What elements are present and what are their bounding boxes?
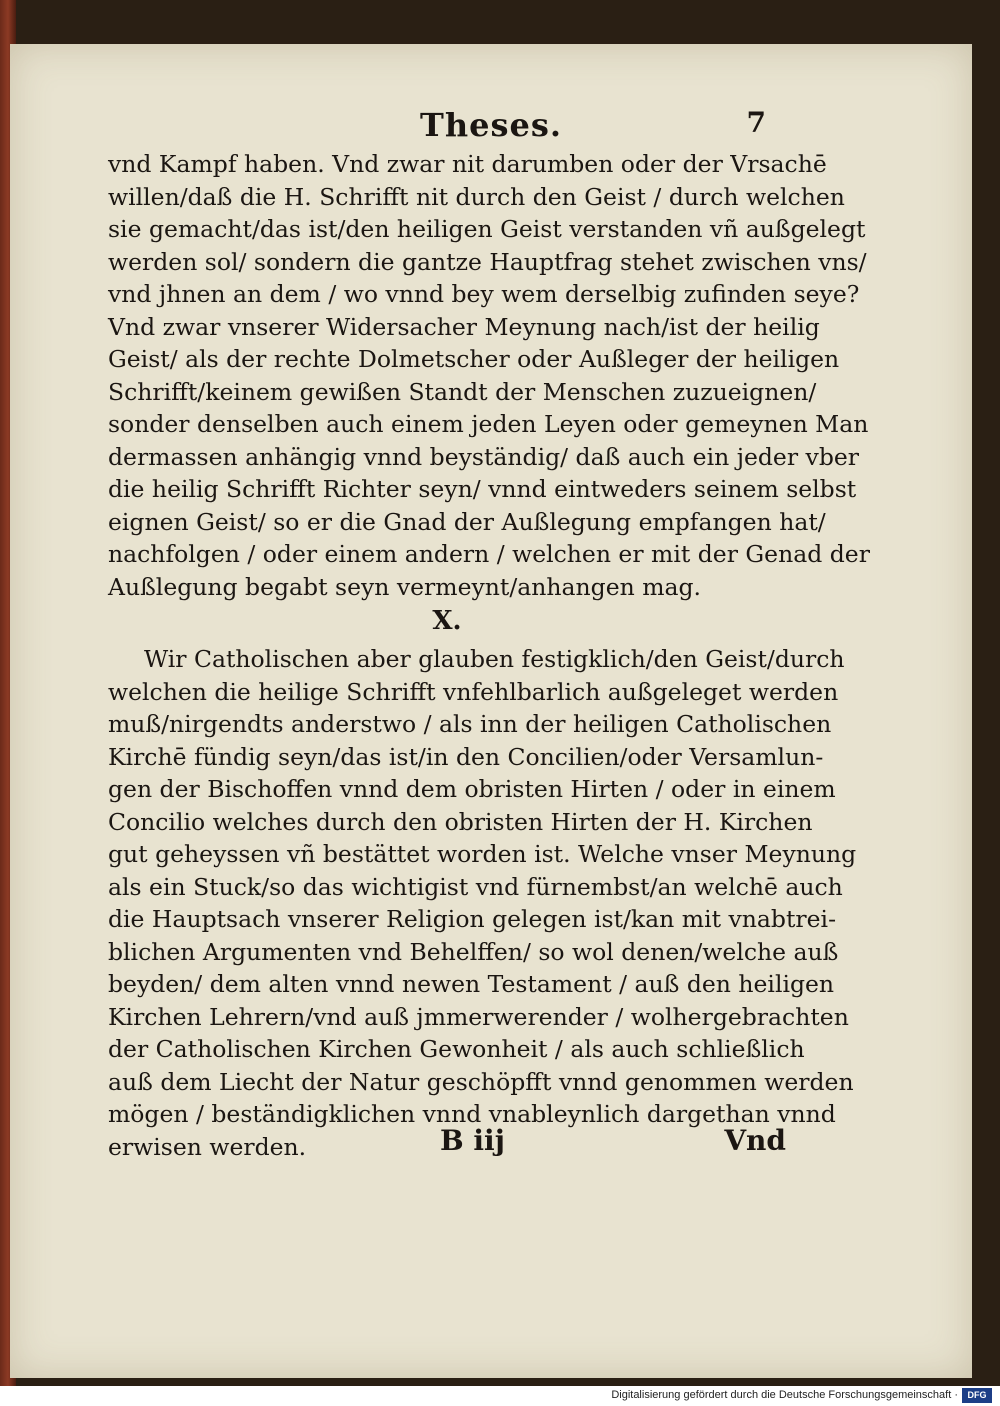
text-line: Wir Catholischen aber glauben festigklich/den Geist/durch bbox=[144, 645, 845, 673]
text-line: als ein Stuck/so das wichtigist vnd fürnembst/an welchē auch bbox=[108, 872, 843, 901]
dfg-logo: DFG bbox=[962, 1388, 992, 1403]
text-line: werden sol/ sondern die gantze Hauptfrag stehet zwischen vns/ bbox=[108, 247, 867, 276]
text-line: der Catholischen Kirchen Gewonheit / als auch schließlich bbox=[108, 1035, 805, 1063]
text-line: Kirchen Lehrern/vnd auß jmmerwerender / wolhergebrachten bbox=[108, 1002, 849, 1031]
page-number: 7 bbox=[746, 106, 766, 139]
digitization-footer bbox=[0, 1386, 1000, 1406]
text-line: sonder denselben auch einem jeden Leyen oder gemeynen Man bbox=[108, 410, 869, 438]
text-line: Kirchē fündig seyn/das ist/in den Concilien/oder Versamlun- bbox=[108, 742, 824, 771]
text-line: Vnd zwar vnserer Widersacher Meynung nach/ist der heilig bbox=[108, 312, 820, 341]
text-line: nachfolgen / oder einem andern / welchen er mit der Genad der bbox=[108, 540, 870, 568]
text-line: erwisen werden. bbox=[108, 1132, 307, 1161]
text-line: Geist/ als der rechte Dolmetscher oder Außleger der heiligen bbox=[108, 345, 840, 373]
body-text bbox=[108, 148, 870, 1163]
text-line: beyden/ dem alten vnnd newen Testament / auß den heiligen bbox=[108, 970, 835, 998]
text-line: gen der Bischoffen vnnd dem obristen Hirten / oder in einem bbox=[108, 775, 836, 803]
text-line: willen/daß die H. Schrifft nit durch den Geist / durch welchen bbox=[108, 182, 845, 211]
text-line: vnd Kampf haben. Vnd zwar nit darumben oder der Vrsachē bbox=[108, 150, 827, 178]
text-line: die Hauptsach vnserer Religion gelegen ist/kan mit vnabtrei- bbox=[108, 905, 837, 933]
text-line: sie gemacht/das ist/den heiligen Geist verstanden vñ außgelegt bbox=[108, 215, 866, 243]
text-line: blichen Argumenten vnd Behelffen/ so wol denen/welche auß bbox=[108, 937, 839, 966]
text-line: dermassen anhängig vnnd beyständig/ daß auch ein jeder vber bbox=[108, 442, 860, 471]
text-line: die heilig Schrifft Richter seyn/ vnnd eintweders seinem selbst bbox=[108, 475, 857, 503]
catchword: Vnd bbox=[724, 1124, 786, 1157]
page-footer-catchwords bbox=[108, 1124, 786, 1174]
text-line: vnd jhnen an dem / wo vnnd bey wem derselbig zufinden seye? bbox=[108, 280, 860, 308]
text-line: Concilio welches durch den obristen Hirten der H. Kirchen bbox=[108, 807, 813, 836]
text-line: welchen die heilige Schrifft vnfehlbarlich außgeleget werden bbox=[108, 677, 839, 706]
paragraph-2 bbox=[108, 643, 857, 1163]
funding-note: Digitalisierung gefördert durch die Deutsche Forschungsgemeinschaft · bbox=[611, 1389, 958, 1401]
running-head: Theses. bbox=[420, 106, 562, 144]
section-numeral: X. bbox=[432, 606, 462, 636]
text-line: eignen Geist/ so er die Gnad der Außlegung empfangen hat/ bbox=[108, 507, 826, 536]
text-line: gut geheyssen vñ bestättet worden ist. Welche vnser Meynung bbox=[108, 840, 857, 868]
text-line: Schrifft/keinem gewißen Standt der Menschen zuzueignen/ bbox=[108, 377, 817, 406]
signature-mark: B iij bbox=[440, 1124, 505, 1157]
text-line: muß/nirgendts anderstwo / als inn der heiligen Catholischen bbox=[108, 710, 832, 738]
text-line: auß dem Liecht der Natur geschöpfft vnnd genommen werden bbox=[108, 1067, 854, 1096]
book-page bbox=[10, 44, 972, 1378]
text-line: Außlegung begabt seyn vermeynt/anhangen mag. bbox=[108, 572, 702, 601]
text-line: mögen / beständigklichen vnnd vnableynlich dargethan vnnd bbox=[108, 1100, 836, 1128]
paragraph-1 bbox=[108, 148, 870, 603]
